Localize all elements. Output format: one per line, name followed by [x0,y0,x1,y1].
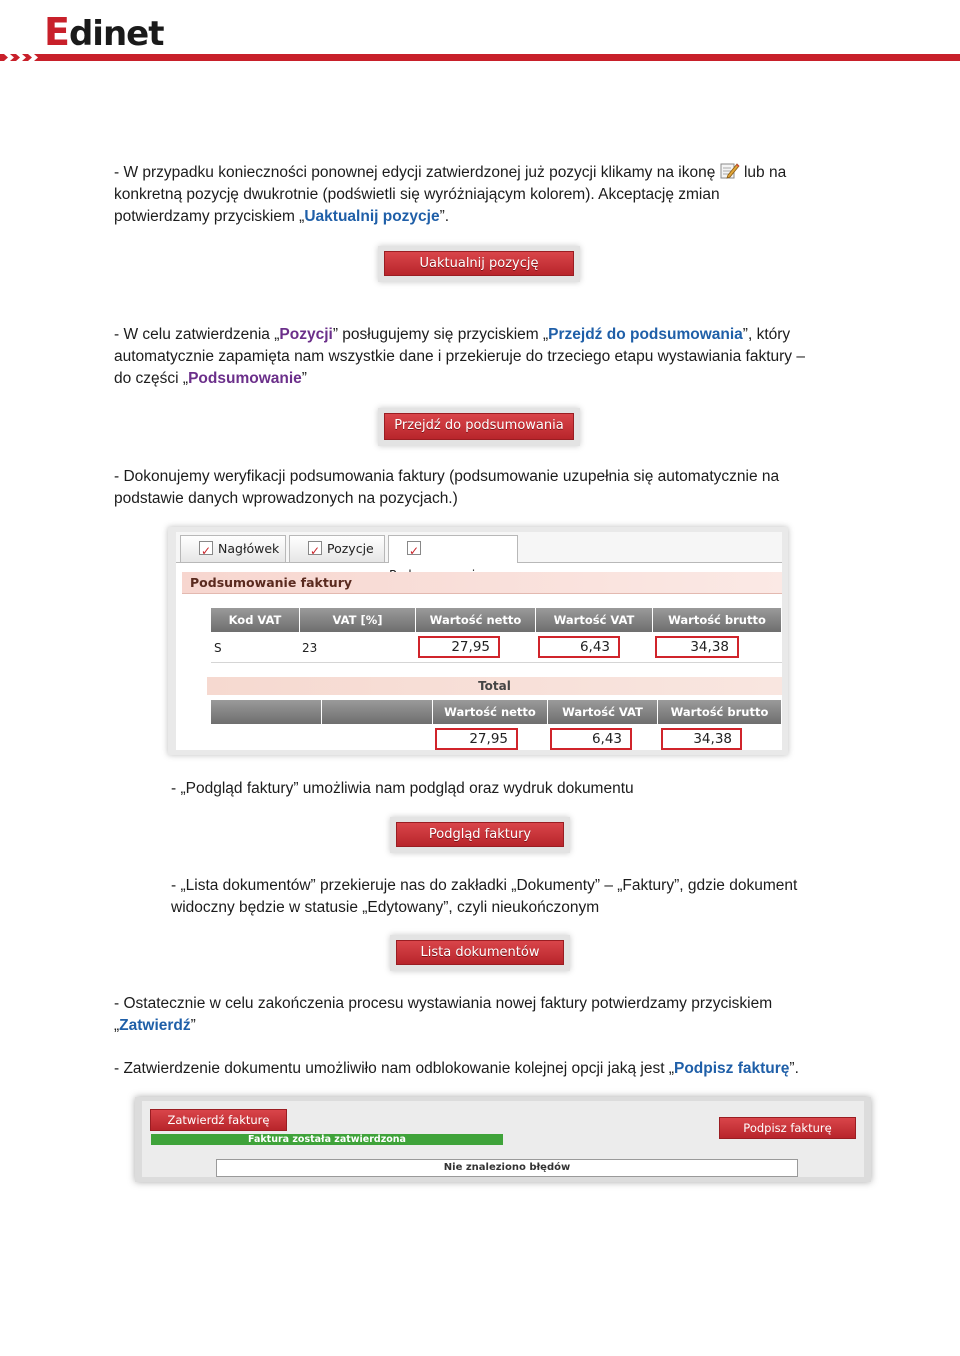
vat-rate-cell: 23 [302,641,318,655]
p2-line2: automatycznie zapamięta nam wszystkie dane i przekieruje do trzeciego etapu wystawiania faktury – [114,348,805,365]
page-header [0,0,960,70]
checkbox-checked-icon [308,541,322,555]
total-net-field[interactable]: 27,95 [435,728,518,750]
vat-code-cell: S [214,641,222,655]
section-title: Podsumowanie faktury [182,572,782,594]
gross-value-field[interactable]: 34,38 [655,636,739,658]
total-header-blank-2 [322,700,433,724]
p1-line2: konkretną pozycję dwukrotnie (podświetli się wyróżniającym kolorem). Akceptację zmian [114,186,720,203]
p2-line3 [114,368,854,390]
summary-button-frame [378,408,580,446]
go-to-summary-button[interactable]: Przejdź do podsumowania [384,413,574,440]
p6-line1: - Ostatecznie w celu zakończenia procesu wystawiania nowej faktury potwierdzamy przyciskiem [114,995,773,1012]
col-header-net: Wartość netto [416,608,536,632]
tab-positions-label: Pozycje [327,541,374,556]
total-vat-field[interactable]: 6,43 [550,728,632,750]
edit-pencil-icon [720,162,740,180]
tab-bar [176,532,782,563]
p5-line2: widoczny będzie w statusie „Edytowany”, czyli nieukończonym [171,899,600,916]
total-header-blank-1 [211,700,322,724]
tab-header-label: Nagłówek [218,541,280,556]
p1-line3-a: potwierdzamy przyciskiem „ [114,208,305,225]
p2-line1 [114,324,854,346]
total-bar: Total [207,677,782,695]
col-header-vat: Wartość VAT [536,608,653,632]
list-button-frame [390,935,570,971]
total-col-header-gross: Wartość brutto [658,700,782,724]
paragraph-go-to-summary [114,324,854,390]
p6-line2 [114,1015,854,1037]
tab-header[interactable] [180,535,286,562]
p1-line3 [114,206,854,228]
approved-status-bar: Faktura została zatwierdzona [151,1134,503,1145]
checkbox-checked-icon [199,541,213,555]
p1-line3-b: ”. [439,208,450,225]
paragraph-edit-position [114,162,854,228]
tab-summary[interactable] [388,535,518,563]
approve-invoice-button[interactable]: Zatwierdź fakturę [150,1109,287,1131]
validation-message: Nie znaleziono błędów [216,1159,798,1177]
p2-line1-b: ” posługujemy się przyciskiem „ [332,326,549,343]
invoice-preview-button[interactable]: Podgląd faktury [396,822,564,847]
document-list-button[interactable]: Lista dokumentów [396,940,564,965]
p1-highlight-update: Uaktualnij pozycje [304,208,440,225]
approval-strip [142,1101,864,1177]
update-position-button[interactable]: Uaktualnij pozycję [384,251,574,276]
tab-positions[interactable] [289,535,385,562]
paragraph-sign [114,1058,874,1080]
p2-highlight-positions: Pozycji [279,326,333,343]
logo-letter-e: E [44,10,69,54]
vat-value-field[interactable]: 6,43 [538,636,620,658]
total-gross-field[interactable]: 34,38 [661,728,742,750]
total-col-header-vat: Wartość VAT [548,700,658,724]
total-col-header-net: Wartość netto [433,700,548,724]
p2-line3-a: do części „ [114,370,189,387]
paragraph-document-list [171,875,861,919]
p6-line2-a: „ [114,1017,120,1034]
col-header-vat-code: Kod VAT [211,608,300,632]
logo-text: dinet [68,14,164,54]
p6-highlight-approve: Zatwierdź [119,1017,191,1034]
p5-line1: - „Lista dokumentów” przekieruje nas do zakładki „Dokumenty” – „Faktury”, gdzie dokument [171,877,798,894]
summary-panel [176,532,782,750]
update-button-frame [378,246,580,282]
edinet-logo [44,10,163,54]
p1-line1 [114,162,854,184]
col-header-gross: Wartość brutto [653,608,782,632]
row-divider [211,662,782,663]
header-chevron-bar [0,50,960,64]
paragraph-verify-summary [114,466,854,510]
p2-highlight-summary: Podsumowanie [188,370,302,387]
p4-text: - „Podgląd faktury” umożliwia nam podgląd oraz wydruk dokumentu [171,780,634,797]
p3-line2: podstawie danych wprowadzonych na pozycjach.) [114,490,458,507]
paragraph-preview [171,778,851,800]
preview-button-frame [390,817,570,853]
paragraph-approve [114,993,854,1037]
p2-line1-a: - W celu zatwierdzenia „ [114,326,280,343]
p6-line2-b: ” [190,1017,196,1034]
p2-line3-b: ” [301,370,307,387]
p2-highlight-go-summary: Przejdź do podsumowania [548,326,743,343]
net-value-field[interactable]: 27,95 [418,636,500,658]
checkbox-checked-icon [407,541,421,555]
p2-line1-c: ”, który [742,326,791,343]
sign-invoice-button[interactable]: Podpisz fakturę [719,1117,856,1139]
p7-text-a: - Zatwierdzenie dokumentu umożliwiło nam odblokowanie kolejnej opcji jaką jest „ [114,1060,674,1077]
p1-text-a: - W przypadku konieczności ponownej edycji zatwierdzonej już pozycji klikamy na ikonę [114,164,716,181]
p7-text-b: ”. [789,1060,799,1077]
p1-text-b: lub na [743,164,787,181]
col-header-vat-rate: VAT [%] [300,608,416,632]
p3-line1: - Dokonujemy weryfikacji podsumowania faktury (podsumowanie uzupełnia się automatycznie na [114,468,780,485]
p7-highlight-sign: Podpisz fakturę [674,1060,790,1077]
